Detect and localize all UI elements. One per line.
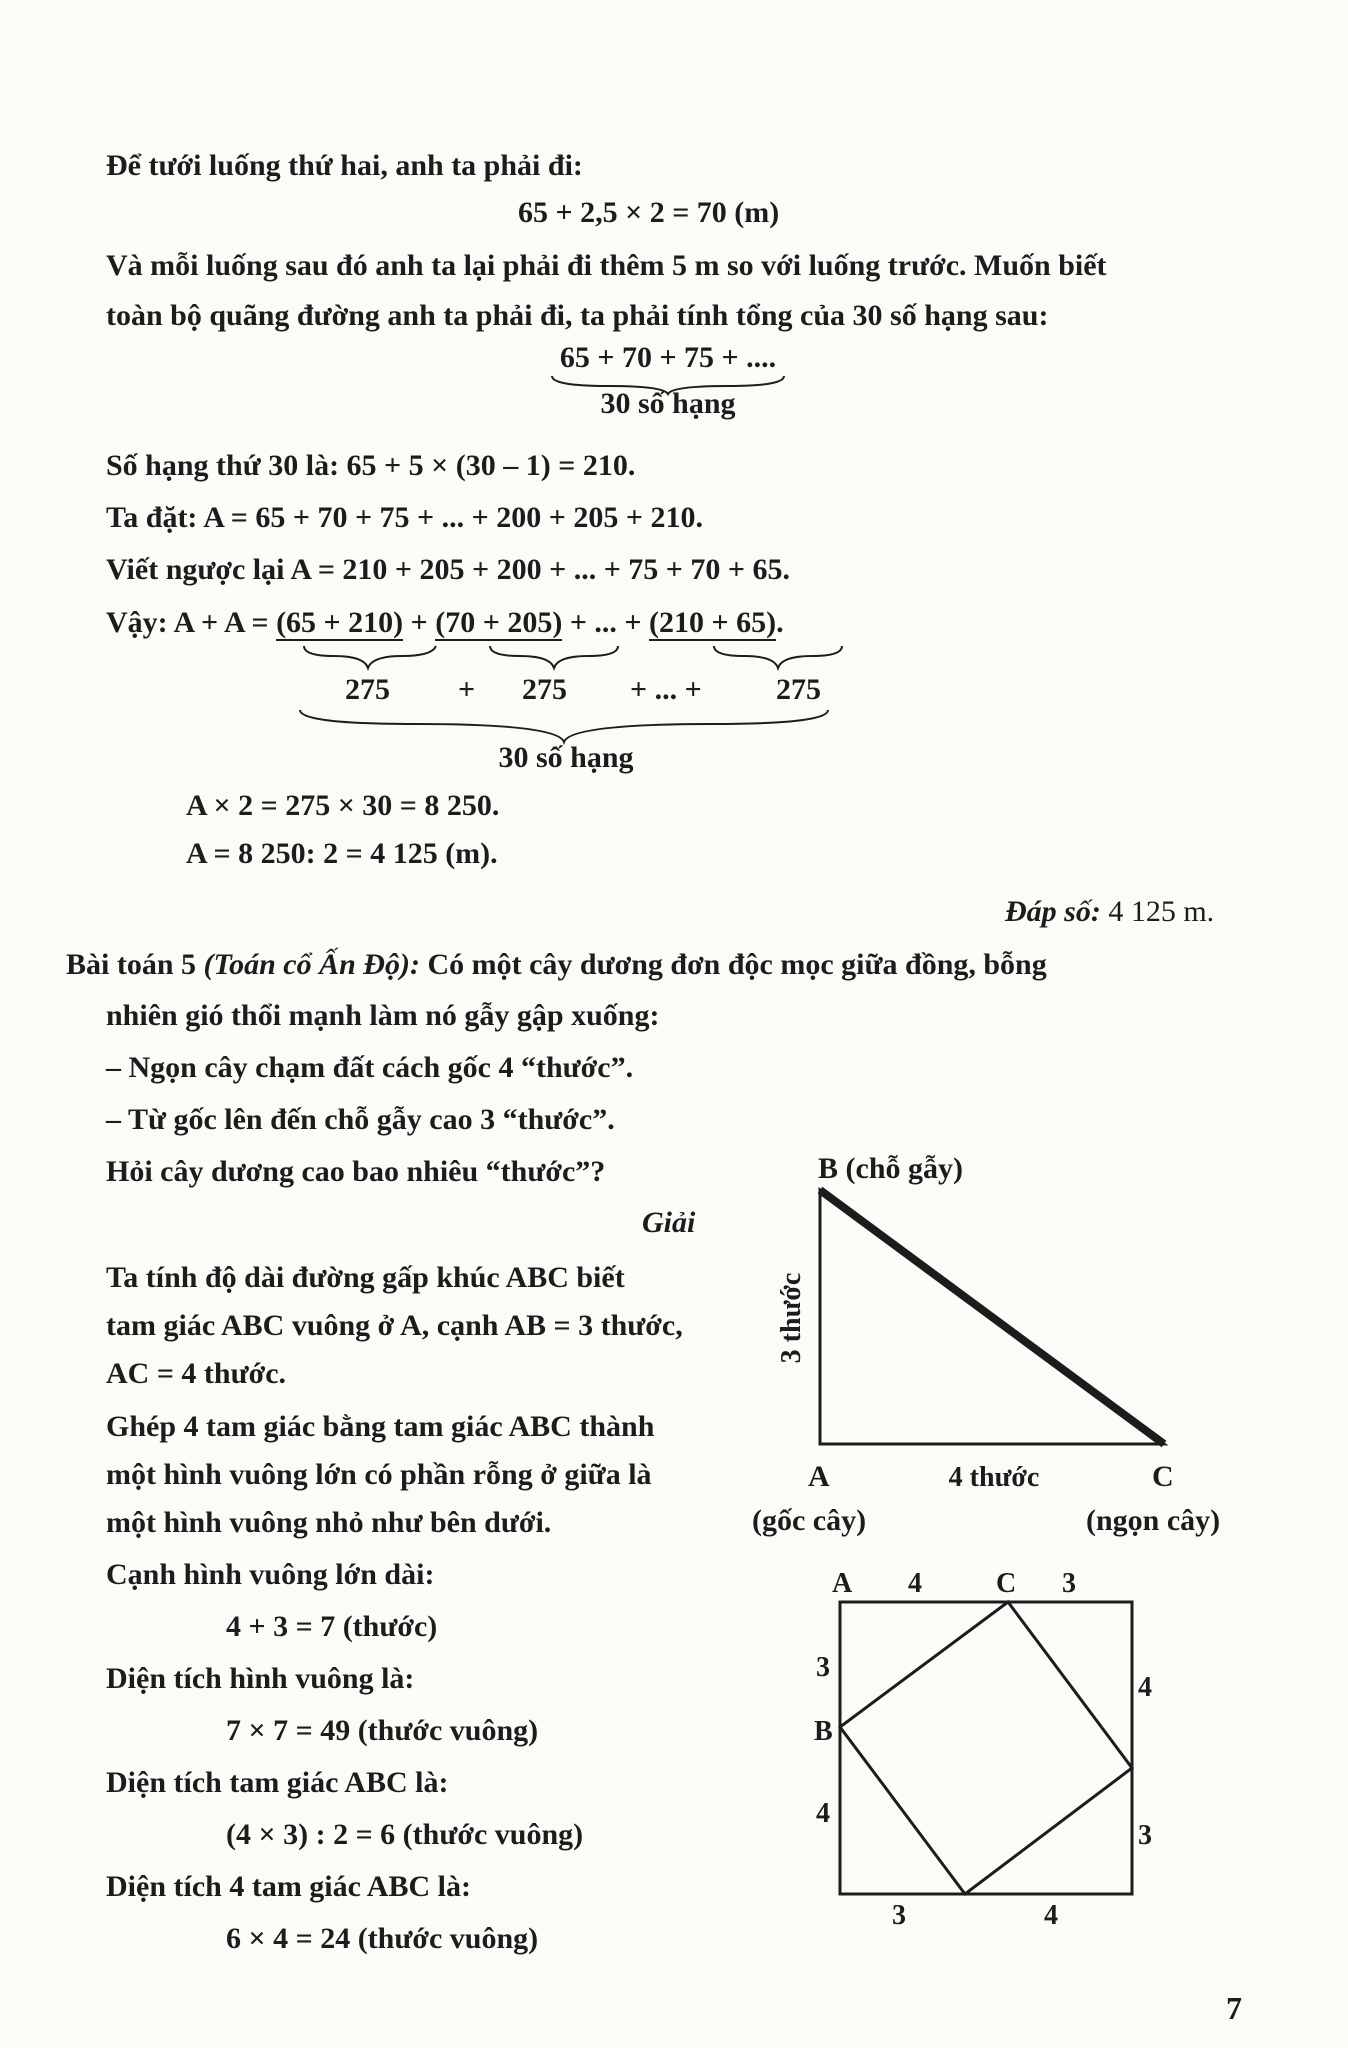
term-plus-2: + ... +: [630, 673, 702, 706]
term-3: 275: [776, 673, 821, 706]
solution-line-13: Diện tích 4 tam giác ABC là:: [106, 1870, 471, 1903]
caption-a: (gốc cây): [752, 1504, 867, 1537]
intro-line-2: Và mỗi luống sau đó anh ta lại phải đi thêm 5 m so với luống trước. Muốn biết: [106, 249, 1107, 282]
answer-label: Đáp số:: [1005, 895, 1101, 928]
bullet-2: – Từ gốc lên đến chỗ gẫy cao 3 “thước”.: [106, 1103, 615, 1136]
sq-label-b: B: [814, 1716, 833, 1747]
solution-line-1: Ta tính độ dài đường gấp khúc ABC biết: [106, 1261, 625, 1294]
solution-line-4: Ghép 4 tam giác bằng tam giác ABC thành: [106, 1410, 655, 1443]
vay-plus-2: + ... +: [562, 606, 650, 639]
solution-line-9: Diện tích hình vuông là:: [106, 1662, 415, 1695]
calc-line-2: A = 8 250: 2 = 4 125 (m).: [186, 837, 498, 870]
vay-line: [106, 605, 784, 641]
label-side-ab: 3 thước: [776, 1272, 807, 1364]
intro-line-5: Ta đặt: A = 65 + 70 + 75 + ... + 200 + 205 + 210.: [106, 501, 703, 534]
triangle-hypotenuse: [820, 1190, 1164, 1444]
vay-end: .: [776, 606, 784, 639]
problem5-source: (Toán cổ Ấn Độ):: [203, 948, 420, 981]
pair-2: (70 + 205): [435, 606, 563, 639]
sq-right-upper-len: 4: [1138, 1672, 1152, 1703]
sq-bottom-left-len: 3: [892, 1900, 906, 1931]
problem5-text-2: nhiên gió thổi mạnh làm nó gẫy gập xuống:: [106, 999, 660, 1032]
label-side-ac: 4 thước: [948, 1462, 1040, 1493]
pair-1: (65 + 210): [276, 606, 404, 639]
solution-line-3: AC = 4 thước.: [106, 1357, 287, 1390]
term-plus-1: +: [458, 673, 476, 706]
vay-prefix: Vậy: A + A =: [106, 606, 277, 639]
intro-line-6: Viết ngược lại A = 210 + 205 + 200 + ... + 75 + 70 + 65.: [106, 553, 790, 586]
sum-count-note: 30 số hạng: [600, 387, 736, 420]
sq-label-c: C: [996, 1568, 1017, 1599]
solution-line-11: Diện tích tam giác ABC là:: [106, 1766, 449, 1799]
term-1: 275: [345, 673, 390, 706]
sq-left-lower-len: 4: [816, 1798, 830, 1829]
outer-square: [840, 1602, 1132, 1894]
sq-right-lower-len: 3: [1138, 1820, 1152, 1851]
caption-c: (ngọn cây): [1086, 1504, 1221, 1537]
label-b: B (chỗ gẫy): [818, 1152, 963, 1185]
solution-line-5: một hình vuông lớn có phần rỗng ở giữa là: [106, 1458, 652, 1491]
solution-line-2: tam giác ABC vuông ở A, cạnh AB = 3 thước,: [106, 1309, 683, 1342]
calc-line-1: A × 2 = 275 × 30 = 8 250.: [186, 789, 500, 822]
problem5-heading: [66, 947, 1047, 983]
page-number: 7: [1226, 1990, 1242, 2026]
sq-left-upper-len: 3: [816, 1652, 830, 1683]
intro-equation-1: 65 + 2,5 × 2 = 70 (m): [518, 196, 780, 229]
sum-expression: 65 + 70 + 75 + ....: [559, 341, 777, 374]
sq-top-left-len: 4: [908, 1568, 922, 1599]
square-figure: [800, 1560, 1200, 1940]
terms-count-note: 30 số hạng: [498, 741, 634, 774]
question: Hỏi cây dương cao bao nhiêu “thước”?: [106, 1155, 606, 1188]
pair-braces: [300, 644, 900, 674]
solution-line-14: 6 × 4 = 24 (thước vuông): [226, 1922, 539, 1955]
solution-line-10: 7 × 7 = 49 (thước vuông): [226, 1714, 539, 1747]
inner-square: [840, 1602, 1132, 1894]
solution-line-6: một hình vuông nhỏ như bên dưới.: [106, 1506, 552, 1539]
intro-line-3: toàn bộ quãng đường anh ta phải đi, ta phải tính tổng của 30 số hạng sau:: [106, 299, 1049, 332]
problem5-text-1: Có một cây dương đơn độc mọc giữa đồng, bỗng: [419, 948, 1047, 981]
sq-top-right-len: 3: [1062, 1568, 1076, 1599]
answer: [1005, 894, 1214, 930]
vay-plus-1: +: [403, 606, 436, 639]
pair-3: (210 + 65): [649, 606, 777, 639]
solution-title: Giải: [642, 1206, 696, 1239]
sq-label-a: A: [832, 1568, 853, 1599]
label-c: C: [1152, 1460, 1174, 1493]
solution-line-12: (4 × 3) : 2 = 6 (thước vuông): [226, 1818, 584, 1851]
solution-line-8: 4 + 3 = 7 (thước): [226, 1610, 438, 1643]
answer-value: 4 125 m.: [1100, 895, 1215, 928]
solution-line-7: Cạnh hình vuông lớn dài:: [106, 1558, 435, 1591]
term-2: 275: [522, 673, 567, 706]
intro-line-1: Để tưới luống thứ hai, anh ta phải đi:: [106, 149, 583, 182]
intro-line-4: Số hạng thứ 30 là: 65 + 5 × (30 – 1) = 210.: [106, 449, 636, 482]
bullet-1: – Ngọn cây chạm đất cách gốc 4 “thước”.: [106, 1051, 634, 1084]
problem5-title: Bài toán 5: [66, 948, 197, 981]
label-a: A: [808, 1460, 830, 1493]
triangle-figure: [740, 1150, 1260, 1550]
sq-bottom-right-len: 4: [1044, 1900, 1058, 1931]
